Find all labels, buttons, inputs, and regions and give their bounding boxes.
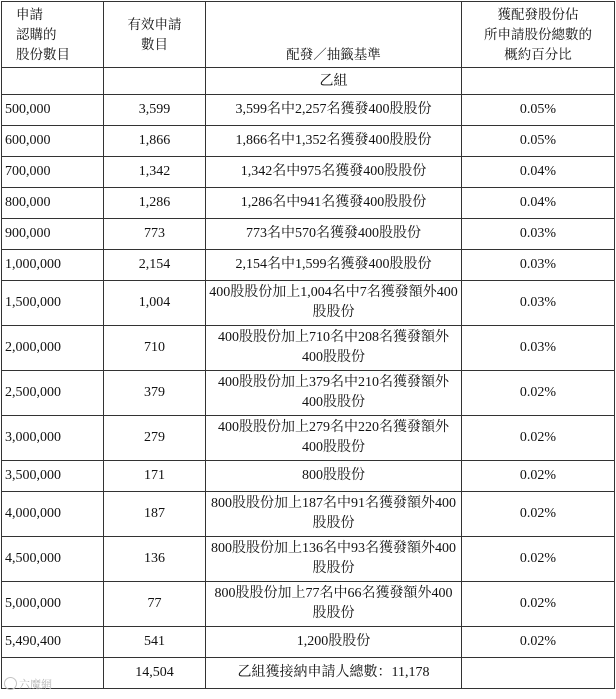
basis-cell: 1,866名中1,352名獲發400股股份 <box>206 126 462 157</box>
table-row <box>2 461 615 492</box>
percentage-cell: 0.04% <box>462 157 615 188</box>
basis-cell: 1,286名中941名獲發400股股份 <box>206 188 462 219</box>
applications-cell: 2,154 <box>104 250 206 281</box>
allocation-table <box>1 1 615 689</box>
group-label: 乙組 <box>206 68 462 95</box>
applications-cell: 3,599 <box>104 95 206 126</box>
applications-cell: 279 <box>104 416 206 461</box>
table-row <box>2 188 615 219</box>
table-row <box>2 582 615 627</box>
applications-cell: 710 <box>104 326 206 371</box>
percentage-cell: 0.03% <box>462 326 615 371</box>
applications-cell: 1,286 <box>104 188 206 219</box>
applications-cell: 541 <box>104 627 206 658</box>
percentage-cell: 0.02% <box>462 416 615 461</box>
total-row <box>2 658 615 689</box>
shares-cell: 5,000,000 <box>2 582 104 627</box>
table-row <box>2 250 615 281</box>
header-approx-percentage: 獲配發股份佔 所申請股份總數的 概約百分比 <box>462 2 615 68</box>
table-row <box>2 219 615 250</box>
basis-cell: 1,200股股份 <box>206 627 462 658</box>
table-row <box>2 492 615 537</box>
basis-cell: 3,599名中2,257名獲發400股股份 <box>206 95 462 126</box>
table-row <box>2 157 615 188</box>
basis-cell: 800股股份加上187名中91名獲發額外400股股份 <box>206 492 462 537</box>
table-row <box>2 326 615 371</box>
shares-cell: 4,000,000 <box>2 492 104 537</box>
percentage-cell: 0.02% <box>462 371 615 416</box>
header-row <box>2 2 615 68</box>
applications-cell: 136 <box>104 537 206 582</box>
percentage-cell: 0.02% <box>462 582 615 627</box>
applications-cell: 1,342 <box>104 157 206 188</box>
group-blank-1 <box>2 68 104 95</box>
total-blank-pct <box>462 658 615 689</box>
percentage-cell: 0.04% <box>462 188 615 219</box>
table-row <box>2 416 615 461</box>
basis-cell: 400股股份加上279名中220名獲發額外400股股份 <box>206 416 462 461</box>
shares-cell: 600,000 <box>2 126 104 157</box>
basis-cell: 400股股份加上1,004名中7名獲發額外400股股份 <box>206 281 462 326</box>
shares-cell: 800,000 <box>2 188 104 219</box>
basis-cell: 400股股份加上710名中208名獲發額外400股股份 <box>206 326 462 371</box>
group-blank-4 <box>462 68 615 95</box>
applications-cell: 187 <box>104 492 206 537</box>
header-valid-applications: 有效申請 數目 <box>104 2 206 68</box>
shares-cell: 5,490,400 <box>2 627 104 658</box>
table-row <box>2 371 615 416</box>
applications-cell: 379 <box>104 371 206 416</box>
percentage-cell: 0.03% <box>462 281 615 326</box>
percentage-cell: 0.02% <box>462 537 615 582</box>
percentage-cell: 0.03% <box>462 219 615 250</box>
shares-cell: 500,000 <box>2 95 104 126</box>
percentage-cell: 0.02% <box>462 627 615 658</box>
shares-cell: 1,500,000 <box>2 281 104 326</box>
shares-cell: 2,000,000 <box>2 326 104 371</box>
percentage-cell: 0.02% <box>462 461 615 492</box>
watermark-logo <box>4 676 52 692</box>
applications-cell: 1,004 <box>104 281 206 326</box>
group-blank-2 <box>104 68 206 95</box>
applications-cell: 77 <box>104 582 206 627</box>
shares-cell: 700,000 <box>2 157 104 188</box>
percentage-cell: 0.05% <box>462 126 615 157</box>
shares-cell: 2,500,000 <box>2 371 104 416</box>
percentage-cell: 0.05% <box>462 95 615 126</box>
watermark-text: 六魔網 <box>19 678 52 691</box>
percentage-cell: 0.02% <box>462 492 615 537</box>
shares-cell: 1,000,000 <box>2 250 104 281</box>
percentage-cell: 0.03% <box>462 250 615 281</box>
group-row <box>2 68 615 95</box>
header-allocation-basis: 配發／抽籤基準 <box>206 2 462 68</box>
applications-cell: 773 <box>104 219 206 250</box>
basis-cell: 800股股份 <box>206 461 462 492</box>
table-row <box>2 627 615 658</box>
applications-cell: 1,866 <box>104 126 206 157</box>
shares-cell: 3,000,000 <box>2 416 104 461</box>
table-row <box>2 281 615 326</box>
total-applications-cell: 14,504 <box>104 658 206 689</box>
header-shares-applied: 申請 認購的 股份數目 <box>2 2 104 68</box>
basis-cell: 2,154名中1,599名獲發400股股份 <box>206 250 462 281</box>
applications-cell: 171 <box>104 461 206 492</box>
table-row <box>2 95 615 126</box>
basis-cell: 1,342名中975名獲發400股股份 <box>206 157 462 188</box>
table-row <box>2 537 615 582</box>
watermark-ring-icon <box>4 677 17 690</box>
shares-cell: 3,500,000 <box>2 461 104 492</box>
basis-cell: 800股股份加上77名中66名獲發額外400股股份 <box>206 582 462 627</box>
basis-cell: 400股股份加上379名中210名獲發額外400股股份 <box>206 371 462 416</box>
total-accepted-label: 乙組獲接納申請人總數：11,178 <box>206 658 462 689</box>
shares-cell: 900,000 <box>2 219 104 250</box>
basis-cell: 773名中570名獲發400股股份 <box>206 219 462 250</box>
table-row <box>2 126 615 157</box>
shares-cell: 4,500,000 <box>2 537 104 582</box>
basis-cell: 800股股份加上136名中93名獲發額外400股股份 <box>206 537 462 582</box>
